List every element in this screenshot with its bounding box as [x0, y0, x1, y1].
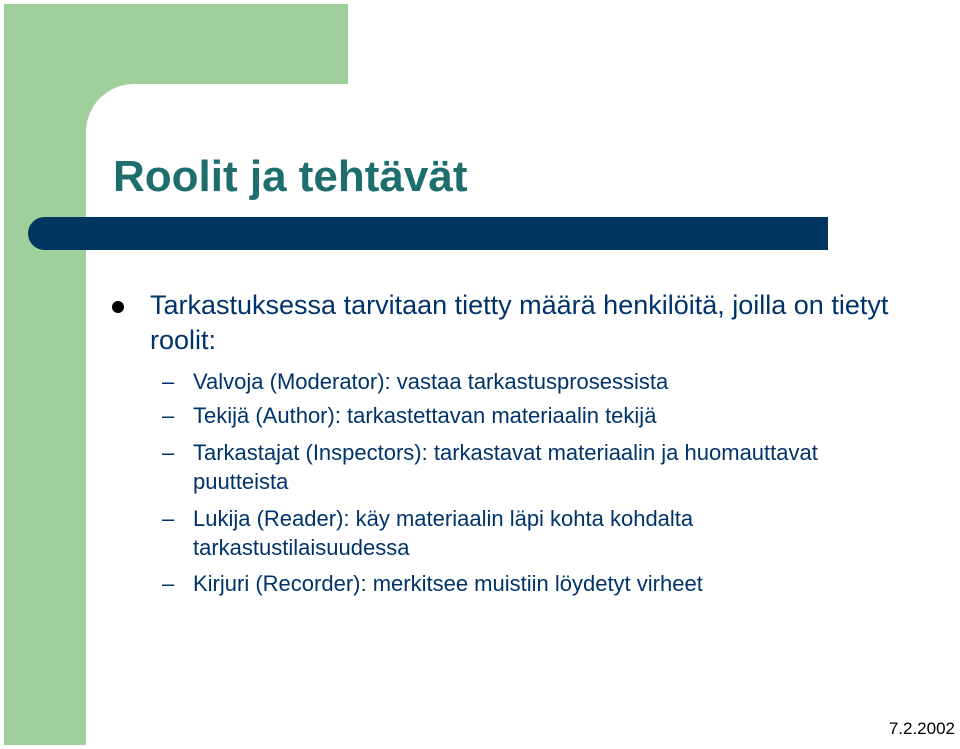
dash-bullet-icon: – — [162, 369, 175, 394]
sub-bullet-text: Kirjuri (Recorder): merkitsee muistiin löydetyt virheet — [193, 571, 703, 596]
decorative-title-rule — [28, 217, 828, 250]
dash-bullet-icon: – — [162, 403, 175, 428]
slide-title: Roolit ja tehtävät — [113, 152, 468, 201]
sub-bullet-text: Tekijä (Author): tarkastettavan materiaalin tekijä — [193, 403, 657, 428]
sub-bullet-text: Lukija (Reader): käy materiaalin läpi kohta kohdalta tarkastustilaisuudessa — [193, 506, 694, 560]
bullet-dot-icon — [112, 301, 124, 313]
decorative-green-band-left — [4, 4, 86, 745]
dash-bullet-icon: – — [162, 440, 175, 465]
sub-bullet-text: Tarkastajat (Inspectors): tarkastavat materiaalin ja huomauttavat puutteista — [193, 440, 818, 494]
dash-bullet-icon: – — [162, 571, 175, 596]
dash-bullet-icon: – — [162, 506, 175, 531]
main-bullet-text: Tarkastuksessa tarvitaan tietty määrä henkilöitä, joilla on tietyt roolit: — [150, 290, 889, 355]
slide-date: 7.2.2002 — [888, 719, 955, 738]
sub-bullet-text: Valvoja (Moderator): vastaa tarkastusprosessista — [193, 369, 669, 394]
